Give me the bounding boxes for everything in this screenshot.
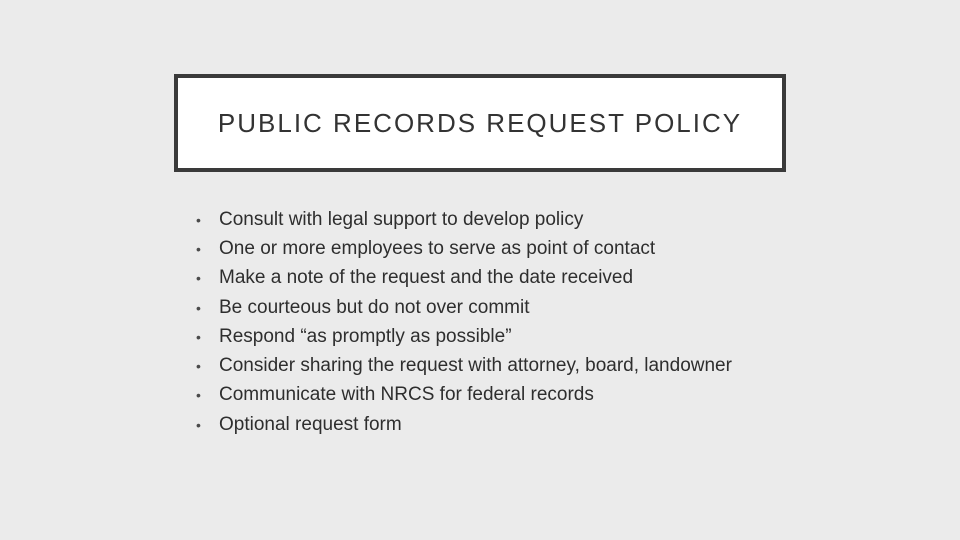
bullet-item — [196, 264, 896, 293]
bullet-text: Respond “as promptly as possible” — [219, 325, 512, 347]
bullet-text: Consider sharing the request with attorney, board, landowner — [219, 355, 732, 377]
bullet-item — [196, 322, 896, 351]
bullet-icon: • — [196, 270, 201, 287]
bullet-text: One or more employees to serve as point of contact — [219, 237, 656, 259]
bullet-icon: • — [196, 240, 201, 257]
bullet-text: Be courteous but do not over commit — [219, 296, 530, 318]
bullet-item — [196, 234, 896, 263]
bullet-icon: • — [196, 211, 201, 228]
bullet-text: Optional request form — [219, 413, 402, 435]
bullet-list — [196, 205, 896, 439]
bullet-icon: • — [196, 358, 201, 375]
bullet-item — [196, 293, 896, 322]
bullet-item — [196, 410, 896, 439]
slide-title: PUBLIC RECORDS REQUEST POLICY — [217, 107, 743, 138]
bullet-text: Communicate with NRCS for federal records — [219, 384, 594, 406]
bullet-item — [196, 381, 896, 410]
bullet-text: Make a note of the request and the date received — [219, 267, 634, 289]
bullet-icon: • — [196, 328, 201, 345]
bullet-text: Consult with legal support to develop policy — [219, 208, 584, 230]
bullet-item — [196, 205, 896, 234]
bullet-item — [196, 351, 896, 380]
bullet-icon: • — [196, 299, 201, 316]
bullet-icon: • — [196, 387, 201, 404]
title-box — [174, 74, 786, 172]
bullet-icon: • — [196, 416, 201, 433]
